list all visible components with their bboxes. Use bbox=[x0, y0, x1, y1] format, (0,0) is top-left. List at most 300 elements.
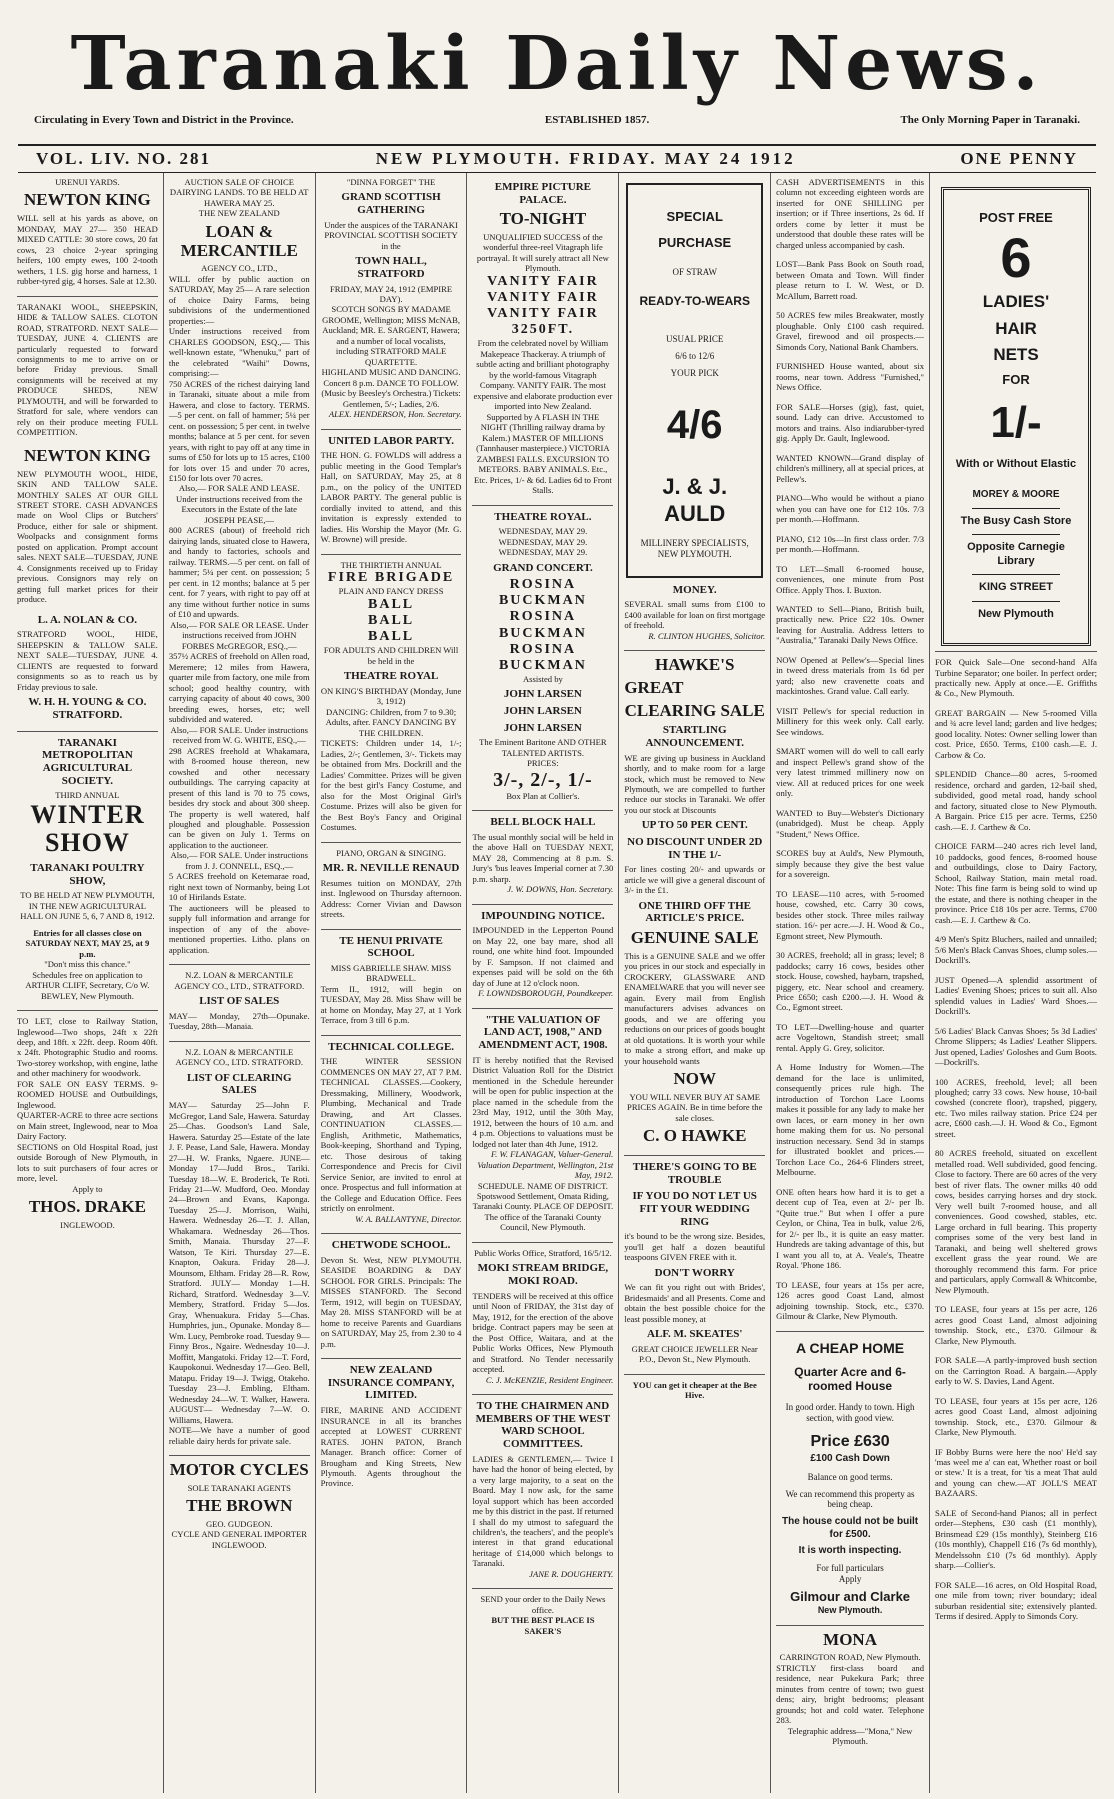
adults-children: FOR ADULTS AND CHILDREN Will be held in the bbox=[323, 645, 459, 666]
telegraphic-address: Telegraphic address—"Mona," New Plymouth. bbox=[787, 1725, 913, 1747]
ad-text: GREAT BARGAIN — New 5-roomed Villa and ¾ acre level land; garden and live hedges; good locality. Notes: Owner selling lower than cost. Price, £650. Terms, £100 cash.—E. J. Carbow & Co. bbox=[935, 707, 1097, 760]
divider bbox=[972, 508, 1060, 509]
offer-text: WILL offer by public auction on SATURDAY, May 25— A rare selection of choice Dairy Farms, being subdivisions of the undermentioned properties:— bbox=[168, 273, 310, 326]
column-5 bbox=[618, 173, 770, 1793]
of-straw: OF STRAW bbox=[672, 266, 717, 277]
money-text: SEVERAL small sums from £100 to £400 available for loan on first mortgage of freehold. bbox=[624, 599, 766, 631]
classified-lease-110 bbox=[776, 889, 924, 941]
divider bbox=[321, 1035, 462, 1036]
nolan-name: L. A. NOLAN & CO. bbox=[37, 613, 138, 626]
te-henui-principals: MISS GABRIELLE SHAW. MISS BRADWELL. bbox=[330, 962, 452, 984]
cash-ads-text: CASH ADVERTISEMENTS in this column not exceeding eighteen words are inserted for ONE SHILLING per insertion; or if Three insertions, 2s 6d. If orders come by letter it must be understood that double these rates will be charged unless accompanied by cash. bbox=[776, 177, 925, 250]
society-name: TARANAKI METROPOLITAN AGRICULTURAL SOCIETY. bbox=[41, 736, 133, 787]
nz-line: THE NEW ZEALAND bbox=[198, 208, 280, 219]
classified-80-acres bbox=[935, 1148, 1097, 1295]
ad-text: PIANO, £12 10s—In first class order. 7/3 per month.—Hoffmann. bbox=[776, 533, 925, 555]
ad-text: FOR SALE—16 acres, on Old Hospital Road, one mile from town; river boundary; ideal suburban residential site; extensively planted. Terms if desired. Apply to Simonds Cory. bbox=[935, 1579, 1097, 1622]
may-sales: MAY— Monday, 27th—Opunake. Tuesday, 28th—Manaia. bbox=[168, 1010, 310, 1032]
ballantyne-signature: W. A. BALLANTYNE, Director. bbox=[355, 1213, 462, 1224]
gilmour-location: New Plymouth. bbox=[817, 1604, 883, 1615]
show-venue: TO BE HELD AT NEW PLYMOUTH, IN THE NEW AGRICULTURAL HALL ON JUNE 5, 6, 7 AND 8, 1912. bbox=[20, 890, 155, 922]
newton-king-name: NEWTON KING bbox=[24, 190, 151, 210]
for-label: FOR bbox=[1002, 372, 1030, 388]
sections-text: SECTIONS on Old Hospital Road, just outside Borough of New Plymouth, in lots to suit purchasers of four acres or more, level. bbox=[17, 1141, 158, 1184]
cover-price: ONE PENNY bbox=[960, 149, 1078, 168]
divider bbox=[169, 964, 310, 965]
acres-800-text: 800 ACRES (about) of freehold rich dairying lands, situated close to Hawera, and handy to factories, schools and railway. TERMS.—5 per cent. on fall of hammer; 5¼ per cent. on possession; 5 per cent. in 12 months; balance at 5 per cent. for 7 years, with right to pay off at any time without further notice in sums of £10 and upwards. bbox=[168, 525, 310, 620]
cheap-home-heading: A CHEAP HOME bbox=[796, 1339, 905, 1356]
divider bbox=[321, 429, 462, 430]
concert-date: WEDNESDAY, MAY 29. bbox=[498, 536, 588, 547]
also-pease: Also,— FOR SALE AND LEASE. Under instructions received from the Executors in the Estate of the late JOSEPH PEASE,— bbox=[176, 483, 303, 525]
empire-day-date: FRIDAY, MAY 24, 1912 (EMPIRE DAY). bbox=[330, 283, 453, 304]
labor-heading: UNITED LABOR PARTY. bbox=[328, 434, 454, 447]
winter-session: THE WINTER SESSION COMMENCES ON MAY 27, AT 7 P.M. TECHNICAL CLASSES.—Cookery, Dressmaking, Millinery, Woodwork, Plumbing, Mechanical and Trade Drawing, and Art Classes. CONTINUATION CLASSES.—English, Arithmetic, Mathematics, Book-keeping, Shorthand and Typing, etc. Those desirous of taking Correspondence and Precis for Civil Service Senior, are invited to enrol at once. Prospectus and full information at the College and Education Office. Fees strictly on enrolment. bbox=[320, 1056, 462, 1214]
cycle-importer: CYCLE AND GENERAL IMPORTER INGLEWOOD. bbox=[171, 1529, 307, 1550]
mona-heading: MONA bbox=[823, 1629, 877, 1649]
scottish-gathering bbox=[321, 177, 462, 420]
classified-pellew bbox=[776, 655, 924, 697]
divider bbox=[935, 651, 1097, 652]
united-labor-party bbox=[321, 435, 462, 545]
classified-just-opened bbox=[935, 975, 1097, 1017]
plain-fancy-dress: PLAIN AND FANCY DRESS bbox=[338, 586, 444, 597]
ad-text: FOR SALE—Horses (gig), fast, quiet, sound. Lady can drive. Accustomed to motors and trains. Also indiarubber-tyred gig. Apply Dr. Gault, Inglewood. bbox=[776, 401, 925, 444]
morey-moore: MOREY & MOORE bbox=[972, 489, 1060, 500]
dinna-forget: "DINNA FORGET" THE bbox=[346, 177, 436, 187]
dateline bbox=[12, 146, 1102, 172]
ad-text: IF Bobby Burns were here the noo' He'd say 'mas weel me a' can eat, Whether roast or boil or stew.' It is a treat, for 'tis a meat That auld and young can chew.—AT JOLL'S MEAT BAZAARS. bbox=[935, 1446, 1097, 1499]
cash-down: £100 Cash Down bbox=[810, 1453, 890, 1465]
baritone-line: The Eminent Baritone AND OTHER TALENTED ARTISTS. bbox=[479, 737, 607, 758]
sole-agents: SOLE TARANAKI AGENTS bbox=[187, 1482, 291, 1493]
fire-brigade-heading: FIRE BRIGADE bbox=[327, 570, 455, 586]
nz-insurance bbox=[321, 1364, 462, 1489]
hair-nets-ad bbox=[941, 187, 1091, 646]
ball-heading: BALL bbox=[368, 596, 415, 612]
divider bbox=[321, 554, 462, 555]
agency-line: AGENCY CO., LTD., bbox=[201, 263, 278, 274]
classified-old-hospital bbox=[935, 1580, 1097, 1622]
film-length: 3250FT. bbox=[511, 322, 575, 338]
divider bbox=[472, 1588, 613, 1589]
rosina-buckman: ROSINA BUCKMAN bbox=[498, 609, 587, 641]
hair-nets-price: 1/- bbox=[990, 397, 1042, 447]
hawke-signature: C. O HAWKE bbox=[643, 1126, 747, 1146]
chetwode-heading: CHETWODE SCHOOL. bbox=[331, 1239, 451, 1252]
ad-text: 5/6 Ladies' Black Canvas Shoes; 5s 3d Ladies' Chrome Slippers; 4s Ladies' Leather Slippers. Just opened, Ladies' Goloshes and Gum Boots.—Dockrill's. bbox=[935, 1025, 1097, 1068]
vanity-fair-heading: VANITY FAIR bbox=[487, 290, 599, 305]
gilmour-clarke: Gilmour and Clarke bbox=[790, 1588, 911, 1604]
millinery-specialists: MILLINERY SPECIALISTS, NEW PLYMOUTH. bbox=[640, 537, 749, 559]
acres-298-text: 298 ACRES freehold at Whakamara, with 8-roomed house thereon, new cowshed and other necessary outbuildings. The carrying capacity at present of this land is 70 to 75 cows, besides dry stock and about 300 sheep. The property is well watered, half ploughed and ploughable. Possession can be given on July 1. Terms on application to the auctioneer. bbox=[168, 745, 310, 850]
morning-paper-tagline: The Only Morning Paper in Taranaki. bbox=[900, 114, 1080, 126]
classified-scores bbox=[776, 848, 924, 879]
clearing-sales-dates: MAY— Saturday 25—John F. McGregor, Land Sale, Hawera. Saturday 25—Chas. Goodson's Land Sale, Hawera. Saturday 25—Estate of the late J. F. Pease, Land Sale, Hawera. Monday 27—H. W. Franks, Ngaere. JUNE— Monday 17—Judd Bros., Tariki. Tuesday 18—W. E. Broderick, Te Roti. Friday 21—W. Mudford, Oeo. Monday 24—Brown and Evans, Kaponga. Tuesday 25—J. Morrison, Waihi, Hawera. Wednesday 26—T. J. Allan, Whakamara. Wednesday 26—Thos. Smith, Manaia. Thursday 27—F. Watson, Te Kiri. Thursday 27—E. Knapton, Oakura. Friday 28—J. Mounsom, Eltham. Friday 28—R. Row, Stratford. JULY— Monday 1—H. Richard, Stratford. Wednesday 3—V. Membery, Stratford. Friday 5—Jos. Gray, Whenuakura. Friday 5—Chas. Humphries, jun., Opunake. Monday 8—Wm. Lucy, Pembroke road. Tuesday 9—Finny Bros., Ngaire. Wednesday 10—J. Moffitt, Mangatoki. Friday 12—T. Ford, Kaupokonui. Wednesday 17—Geo. Bell, Matapu. Friday 19—J. Twigg, Otakeho. Tuesday 23—J. Embling, Eltham. Wednesday 24—W. T. Walker, Hawera. AUGUST— Wednesday 7—W. O. Williams, Hawera. bbox=[168, 1100, 310, 1425]
divider bbox=[17, 296, 158, 297]
list-of-sales-heading: LIST OF SALES bbox=[199, 995, 280, 1008]
john-larsen: JOHN LARSEN bbox=[503, 704, 582, 717]
ad-text: ONE often hears how hard it is to get a decent cup of Tea, even at 2/- per lb. "Quite true." But when I offer a pure Ceylon, or China, Tea in bulk, value 2/6, for 2/- per lb., it is quite an easy matter. Hundreds are taking advantage of this, but I want you all to, at A. Veale's, Theatre Royal. 'Phone 186. bbox=[776, 1186, 925, 1271]
classified-choice-farm bbox=[935, 841, 1097, 925]
money-heading: MONEY. bbox=[672, 583, 717, 596]
classified-wanted-piano bbox=[776, 604, 924, 646]
classified-burns bbox=[935, 1447, 1097, 1499]
also-connell: Also,— FOR SALE. Under instructions from J. J. CONNELL, ESQ.,— bbox=[170, 850, 308, 871]
rosina-buckman: ROSINA BUCKMAN bbox=[498, 641, 587, 673]
drake-location: INGLEWOOD. bbox=[60, 1219, 115, 1230]
highland-music: HIGHLAND MUSIC AND DANCING. Concert 8 p.m. DANCE TO FOLLOW. (Music by Beesley's Orchestra.) Tickets: Gentlemen, 5/-; Ladies, 2/6. bbox=[321, 367, 461, 409]
cash-ads-rates bbox=[776, 177, 924, 250]
moki-bridge-tender bbox=[472, 1248, 613, 1385]
clearing-sales-heading: LIST OF CLEARING SALES bbox=[186, 1071, 292, 1097]
no-discount-under: NO DISCOUNT UNDER 2D IN THE 1/- bbox=[627, 836, 763, 861]
supporting-films: Supported by A FLASH IN THE NIGHT (Thrilling railway drama by Kalem.) MASTER OF MILLIONS (Tannhauser masterpiece.) VICTORIA ZAMBESI FALLS. EXCURSION TO METEORS. BABY ANIMALS. Etc., Etc. Prices, 1/- & 6d. Ladies 6d to Front Stalls. bbox=[474, 411, 612, 496]
entries-close: Entries for all classes close on SATURDAY NEXT, MAY 25, at 9 p.m. bbox=[25, 927, 150, 959]
grand-concert-heading: GRAND CONCERT. bbox=[493, 561, 593, 574]
technical-college-heading: TECHNICAL COLLEGE. bbox=[328, 1040, 455, 1053]
hair-nets-count: 6 bbox=[1000, 225, 1032, 289]
post-free: POST FREE bbox=[979, 210, 1053, 225]
valuer-general-signature: F. W. FLANAGAN, Valuer-General. Valuation Department, Wellington, 21st May, 1912. bbox=[477, 1149, 614, 1181]
quarter-acre-heading: Quarter Acre and 6-roomed House bbox=[794, 1364, 906, 1394]
classified-50-acres bbox=[776, 310, 924, 352]
auction-heading: AUCTION SALE OF CHOICE DAIRYING LANDS. TO BE HELD AT HAWERA MAY 25. bbox=[169, 177, 309, 208]
chairmen-heading: TO THE CHAIRMEN AND MEMBERS OF THE WEST WARD SCHOOL COMMITTEES. bbox=[475, 1400, 611, 1450]
mona-boarding bbox=[776, 1631, 924, 1747]
ad-text: SALE of Second-hand Pianos; all in perfect order—Stephens, £30 cash (£1 monthly), Brinsmead £29 (15s monthly), Steinberg £16 (10s monthly), Chappell £16 (7s 6d monthly), Mendelssohn £10 (7s 6d monthly). Apply sharp.—Collier's. bbox=[935, 1507, 1097, 1571]
works-office: Public Works Office, Stratford, 16/5/12. bbox=[474, 1247, 612, 1258]
classified-turbine bbox=[935, 657, 1097, 699]
column-2 bbox=[163, 173, 315, 1793]
wool-hide-text: NEW PLYMOUTH WOOL, HIDE, SKIN AND TALLOW SALE. MONTHLY SALES AT OUR GILL STREET STORE. CASH ADVANCES made on Wool Clips or Butchers' Produce, either for sale or shipment. Woolpacks and consignment forms posted on application. Prompt account sales. NEXT SALE—TUESDAY, JUNE 4. Consignments received up to Friday previous. Consignors may rely on getting full market prices for their produce. bbox=[17, 468, 158, 605]
motor-cycles-ad bbox=[169, 1461, 310, 1550]
ad-text: 30 ACRES, freehold; all in grass; level; 8 paddocks; carry 16 cows, besides other stock. House, cowshed, haybarn, trapshed, piggery, etc. Near school and creamery. Price £650; cash £200.—J. H. Wood & Co., Egmont street. bbox=[776, 950, 925, 1013]
ad-text: FURNISHED House wanted, about six rooms, near town. Address "Furnished," News Office. bbox=[776, 361, 925, 393]
divider bbox=[17, 731, 158, 732]
usual-price-label: USUAL PRICE bbox=[666, 334, 724, 345]
lines-discount: For lines costing 20/- and upwards or article we will give a general discount of 3/- in the £1. bbox=[624, 864, 766, 896]
classified-tea bbox=[776, 1187, 924, 1271]
ad-text: TO LET—Small 6-roomed house, conveniences, one minute from Post Office. Apply Thos. I. Buxton. bbox=[776, 563, 925, 595]
buckman-concert bbox=[472, 511, 613, 802]
ad-text: TO LEASE, four years at 15s per acre, 126 acres good Coast Land, almost adjoining township. Stock, etc., £370. Gilmour & Clarke, New Plymouth. bbox=[935, 1395, 1097, 1438]
jeweller-address: GREAT CHOICE JEWELLER Near P.O., Devon St., New Plymouth. bbox=[631, 1343, 758, 1365]
theatre-royal-heading: THEATRE ROYAL bbox=[343, 670, 439, 683]
auspices: Under the auspices of the TARANAKI PROVINCIAL SCOTTISH SOCIETY in the bbox=[324, 219, 458, 251]
ad-text: WANTED to Buy—Webster's Dictionary (unabridged). Must be cheap. Apply "Student," News Office. bbox=[776, 807, 925, 839]
divider bbox=[972, 574, 1060, 575]
engineer-signature: C. J. McKENZIE, Resident Engineer. bbox=[485, 1374, 614, 1385]
ad-text: 4/9 Men's Spitz Bluchers, nailed and unnailed; 5/6 Men's Black Canvas Shoes, clump soles.—Dockrill's. bbox=[935, 934, 1097, 966]
empire-heading: EMPIRE PICTURE PALACE. bbox=[494, 181, 592, 206]
classified-lease-coast bbox=[776, 1280, 924, 1322]
ladies-label: LADIES' bbox=[982, 291, 1050, 311]
nolan-text: STRATFORD WOOL, HIDE, SHEEPSKIN & TALLOW SALE. NEXT SALE—TUESDAY, JUNE 4. CLIENTS are requested to forward consignments so as to reach us by Friday previous to sale. bbox=[17, 629, 158, 692]
king-street: KING STREET bbox=[979, 581, 1053, 594]
classified-100-acres bbox=[935, 1077, 1097, 1140]
concert-date: WEDNESDAY, MAY 29. bbox=[498, 526, 588, 537]
te-henui-school bbox=[321, 935, 462, 1026]
concert-date: WEDNESDAY, MAY 29. bbox=[498, 547, 588, 558]
usual-price-range: 6/6 to 12/6 bbox=[675, 351, 715, 362]
elastic-option: With or Without Elastic bbox=[955, 457, 1077, 470]
divider bbox=[624, 650, 765, 651]
ad-text: FOR Quick Sale—One second-hand Alfa Turbine Separator; one boiler. In perfect order; practically new. Apply at once.—E. Griffiths & Co., New Plymouth. bbox=[935, 657, 1097, 699]
divider bbox=[624, 1374, 765, 1375]
newton-king-name: NEWTON KING bbox=[24, 445, 151, 465]
theatre-royal-heading: THEATRE ROYAL. bbox=[494, 510, 592, 523]
ball-heading: BALL bbox=[368, 629, 415, 645]
carrington-road: CARRINGTON ROAD, New Plymouth. bbox=[779, 1652, 921, 1663]
schedules-info: Schedules free on application to ARTHUR CLIFF, Secretary, C/o W. BEWLEY, New Plymouth. bbox=[25, 969, 150, 1001]
auctioneers-note: The auctioneers will be pleased to supply full information and arrange for inspection of any of the above-mentioned properties. Litho. plans on application. bbox=[168, 902, 310, 955]
acres-750-text: 750 ACRES of the richest dairying land in Taranaki, situate about a mile from Hawera, and close to factory. TERMS.—5 per cent. on fall of hammer; 5¼ per cent. on possession; 5 per cent. in twelve months; balance at 5 per cent. for seven years, with right to pay off at any time in sums of £50 for lots up to 15 acres, £100 for lots over 15 and under 70 acres, £150 for lots over 70 acres. bbox=[168, 378, 310, 483]
masthead-subline bbox=[12, 110, 1102, 126]
divider bbox=[624, 1155, 765, 1156]
divider bbox=[472, 1242, 613, 1243]
discount-upto: UP TO 50 PER CENT. bbox=[641, 819, 748, 832]
built-text: The house could not be built for £500. bbox=[782, 1516, 919, 1540]
ball-heading: BALL bbox=[368, 612, 415, 628]
classified-horses bbox=[776, 402, 924, 444]
grand-scottish-heading: GRAND SCOTTISH GATHERING bbox=[341, 191, 441, 217]
classified-lease-126 bbox=[935, 1304, 1097, 1346]
bell-block-heading: BELL BLOCK HALL bbox=[490, 816, 596, 829]
kings-birthday: ON KING'S BIRTHDAY (Monday, June 3, 1912) bbox=[320, 685, 462, 707]
divider bbox=[776, 1331, 924, 1332]
vanity-fair-heading: VANITY FAIR bbox=[487, 306, 599, 322]
send-order bbox=[472, 1594, 613, 1636]
column-4 bbox=[466, 173, 618, 1793]
renaud-text: Resumes tuition on MONDAY, 27th inst. Inglewood on Thursday afternoon. Address: Corner Vivian and Dawson streets. bbox=[320, 877, 462, 920]
column-1 bbox=[12, 173, 163, 1793]
list-of-sales bbox=[169, 970, 310, 1032]
divider bbox=[472, 810, 613, 811]
cheaper-text: YOU can get it cheaper at the Bee Hive. bbox=[632, 1379, 757, 1401]
newspaper-title: Taranaki Daily News. bbox=[70, 21, 1044, 107]
divider bbox=[472, 505, 613, 506]
genuine-sale-heading: GENUINE SALE bbox=[630, 928, 759, 948]
technical-college bbox=[321, 1041, 462, 1224]
hair-label: HAIR bbox=[995, 318, 1037, 338]
wool-sales-text: TARANAKI WOOL, SHEEPSKIN, HIDE & TALLOW SALES. CLOTON ROAD, STRATFORD. NEXT SALE—TUESDAY, JUNE 4. CLIENTS are particularly requested to forward consignments to me to arrive on or before Friday previous. Small consignments will be received at my PRODUCE SHEDS, NEW PLYMOUTH, and will be forwarded to Stratford for sale, where vendors can rely on their produce meeting FULL COMPETITION. bbox=[17, 301, 158, 438]
te-henui-heading: TE HENUI PRIVATE SCHOOL bbox=[339, 934, 443, 960]
circulation-tagline: Circulating in Every Town and District in the Province. bbox=[34, 114, 294, 126]
valuation-schedule: SCHEDULE. NAME OF DISTRICT. Spotswood Settlement, Omata Riding, Taranaki County. PLACE OF DEPOSIT. The office of the Taranaki County Council, New Plymouth. bbox=[472, 1180, 614, 1233]
renaud-tuition bbox=[321, 848, 462, 920]
classified-webster bbox=[776, 808, 924, 839]
purchase-label: PURCHASE bbox=[658, 234, 732, 250]
town-hall-heading: TOWN HALL, STRATFORD bbox=[355, 255, 427, 280]
busy-cash-store: The Busy Cash Store bbox=[960, 515, 1072, 527]
divider bbox=[321, 1358, 462, 1359]
dont-miss: "Don't miss this chance." bbox=[44, 959, 131, 970]
classified-home-industry bbox=[776, 1062, 924, 1177]
ad-text: WANTED KNOWN—Grand display of children's millinery, all at special prices, at Pellew's. bbox=[776, 452, 925, 484]
valuation-heading: "THE VALUATION OF LAND ACT, 1908," AND AMENDMENT ACT, 1908. bbox=[478, 1013, 608, 1052]
shop-location: New Plymouth bbox=[978, 607, 1054, 620]
nolan-notice bbox=[17, 614, 158, 722]
money-notice bbox=[624, 584, 765, 642]
fit-text: We can fit you right out with Brides', Bridesmaids' and all Presents. Come and obtain the best possible choice for the least possible money, at bbox=[624, 1282, 766, 1324]
hughes-signature: R. CLINTON HUGHES, Solicitor. bbox=[648, 630, 766, 641]
auld-name: J. & J. AULD bbox=[662, 474, 728, 526]
dairy-herds-note: NOTE—We have a number of good reliable dairy herds for private sale. bbox=[168, 1425, 310, 1446]
classified-to-let bbox=[776, 564, 924, 595]
assisted-by: Assisted by bbox=[522, 673, 563, 684]
one-third-off: ONE THIRD OFF THE ARTICLE'S PRICE. bbox=[638, 899, 752, 925]
also-mcgregor: Also,— FOR SALE OR LEASE. Under instructions received from JOHN FORBES McGREGOR, ESQ.,— bbox=[170, 619, 309, 651]
divider bbox=[169, 1041, 310, 1042]
renaud-name: MR. R. NEVILLE RENAUD bbox=[322, 862, 460, 875]
goodson-text: Under instructions received from CHARLES GOODSON, ESQ.,— This well-known estate, "Whenuku," part of the celebrated "Waihi" Downs, comprising:— bbox=[168, 326, 310, 379]
classified-furnished bbox=[776, 361, 924, 392]
newton-king-wool-sale bbox=[17, 447, 158, 605]
ad-text: SMART women will do well to call early and inspect Pellew's grand show of the very latest trimmed millinery now on view. All at reduced prices for one week only. bbox=[776, 746, 925, 799]
moki-heading: MOKI STREAM BRIDGE, MOKI ROAD. bbox=[477, 1262, 609, 1288]
rosina-buckman: ROSINA BUCKMAN bbox=[498, 577, 587, 609]
fowlds-meeting: THE HON. G. FOWLDS will address a public meeting in the Good Templar's Hall, on SATURDAY, May 25, at 8 p.m., on the policy of the UNITED LABOR PARTY. The general public is cordially invited to attend, and this invitation is expressly extended to ladies. His Worship the Mayor (Mr. G. W. Browne) will preside. bbox=[320, 450, 462, 545]
ad-text: CHOICE FARM—240 acres rich level land, 10 paddocks, good fences, 8-roomed house and outbuildings, close to Dairy Factory, School, Railway Station, main metal road. Note: This fine farm is being sold to wind up the estate, and there is nothing cheaper in the province. Price £18 10s per acre. Terms, £700 cash.—E. J. Carthew & Co. bbox=[935, 841, 1097, 925]
ad-text: WANTED to Sell—Piano, British built, practically new. Price £22 10s. Owner leaving for Australia. Address letters to "Australia," Taranaki Daily News Office. bbox=[776, 603, 925, 646]
election-address: LADIES & GENTLEMEN,— Twice I have had the honor of being elected, by a very large majority, to a seat on the Board. May I now ask, for the same loyal support which has been accorded me by this district in the past. If returned I shall do my utmost to safeguard the children's, the teachers', and the people's interest in that grand educational heritage of £14,000 which belongs to Taranaki. bbox=[472, 1453, 614, 1569]
worth-inspecting: It is worth inspecting. bbox=[798, 1544, 902, 1556]
classified-splendid bbox=[935, 769, 1097, 832]
crockery-text: This is a GENUINE SALE and we offer you prices in our stock and especially in CROCKERY, GLASSWARE AND ENAMELWARE that you will never see again. Every mail from English manufacturers advises advances on goods, and we are offering you reductions on our prices of goods bought at old quotations. It is worth your while to make a strong effort, and make up your household wants bbox=[624, 950, 766, 1066]
apply-text: Apply bbox=[838, 1573, 862, 1584]
divider bbox=[472, 904, 613, 905]
skeates-name: ALF. M. SKEATES' bbox=[647, 1328, 743, 1341]
clearing-sales-list bbox=[169, 1047, 310, 1446]
classified-lost bbox=[776, 259, 924, 301]
divider bbox=[776, 1625, 924, 1626]
divider bbox=[472, 1394, 613, 1395]
ad-text: PIANO—Who would be without a piano when you can have one for £12 10s. 7/3 per month.—Hoffmann. bbox=[776, 493, 925, 525]
classified-dwelling bbox=[776, 1022, 924, 1053]
nets-label: NETS bbox=[993, 345, 1039, 365]
impounding-heading: IMPOUNDING NOTICE. bbox=[481, 909, 605, 922]
ad-text: 100 ACRES, freehold, level; all been ploughed; carry 33 cows. New house, 10-bail cowshed (concrete floor), trapshed, piggery, etc. Two miles railway station. Price £24 per acre, £600 cash.—J. H. Wood & Co., Egmont street. bbox=[935, 1076, 1097, 1139]
your-pick: YOUR PICK bbox=[670, 368, 719, 379]
send-order-text: SEND your order to the Daily News office. bbox=[480, 1594, 606, 1615]
ad-text: 50 ACRES few miles Breakwater, mostly ploughable. Only £100 cash required. Gravel, firewood and oil prospects.—Simonds Cory, National Bank Chambers. bbox=[776, 310, 925, 352]
never-buy: YOU WILL NEVER BUY AT SAME PRICES AGAIN. Be in time before the sale closes. bbox=[627, 1091, 763, 1123]
also-white: Also,— FOR SALE. Under instructions received from W. G. WHITE, ESQ.,— bbox=[170, 724, 308, 746]
masthead bbox=[12, 0, 1102, 138]
column-7 bbox=[929, 173, 1102, 1793]
cheap-home-ad bbox=[776, 1340, 924, 1616]
west-ward-election bbox=[472, 1400, 613, 1579]
classified-bush bbox=[935, 1355, 1097, 1386]
opposite-library: Opposite Carnegie Library bbox=[967, 541, 1065, 567]
ad-text: A Home Industry for Women.—The demand for the lace is unlimited, consequently prices rule high. The introduction of Torchon Lace Looms makes it possible for any lady to make her own laces, or earn money in her own home making them for us. No personal instruction necessary. Send 3d in stamps for illustrated booklet and prices.—Torchon Lace Co., 264-6 Flinders street, Melbourne. bbox=[776, 1062, 925, 1178]
giving-up-text: WE are giving up business in Auckland shortly, and to make room for a large stock, which must be removed to New Plymouth, we are compelled to further reduce our stocks in Taranaki. We offer you our stock at Discounts bbox=[624, 752, 766, 815]
bee-hive-note bbox=[624, 1380, 765, 1401]
to-let-text: TO LET, close to Railway Station, Inglewood—Two shops, 24ft x 22ft deep, and 18ft. x 22ft. deep. Room 40ft. x 24ft. Photographic Studio and rooms. Two-storey workshop, with engine, lathe and other machinery for woodwork. bbox=[17, 1016, 158, 1079]
particulars-text: For full particulars bbox=[816, 1563, 884, 1573]
acres-5-text: 5 ACRES freehold on Ketemarae road, right next town of Normanby, being Lot 10 of Hirilands Estate. bbox=[168, 871, 310, 903]
good-order: In good order. Handy to town. High section, with good view. bbox=[785, 1401, 915, 1423]
easy-terms-text: FOR SALE ON EASY TERMS. 9-ROOMED HOUSE and Outbuildings, Inglewood. bbox=[17, 1078, 158, 1110]
nzloan-heading-2: N.Z. LOAN & MERCANTILE AGENCY CO., LTD. STRATFORD. bbox=[175, 1046, 304, 1068]
thirtieth-annual: THE THIRTIETH ANNUAL bbox=[340, 559, 442, 570]
established-line: ESTABLISHED 1857. bbox=[544, 114, 650, 126]
classified-bargain bbox=[935, 708, 1097, 760]
balance-terms: Balance on good terms. bbox=[807, 1471, 893, 1482]
recommend-text: We can recommend this property as being cheap. bbox=[785, 1488, 915, 1510]
ad-text: TO LEASE, four years at 15s per acre, 126 acres good Coast Land, almost adjoining township. Stock, etc., £370. Gilmour & Clarke, New Plymouth. bbox=[776, 1279, 925, 1322]
divider bbox=[472, 1008, 613, 1009]
apply-to: Apply to bbox=[72, 1183, 103, 1194]
winter-show-notice bbox=[17, 737, 158, 1001]
columns bbox=[12, 173, 1102, 1793]
drake-properties bbox=[17, 1016, 158, 1230]
prices-label: PRICES: bbox=[527, 758, 559, 769]
divider bbox=[972, 601, 1060, 602]
impounded-text: IMPOUNDED in the Lepperton Pound on May 22, one bay mare, shod all round, one white hind foot. Impounded by F. Sampson. If not claimed and expenses paid will be sold on the 6th day of June at 12 o'clock noon. bbox=[472, 925, 614, 988]
divider bbox=[972, 534, 1060, 535]
sale-price: 4/6 bbox=[666, 403, 723, 448]
ready-to-wears: READY-TO-WEARS bbox=[639, 293, 750, 308]
bell-block-social bbox=[472, 816, 613, 895]
ad-text: TO LET—Dwelling-house and quarter acre Vogeltown, Standish street; small rental. Apply G. Grey, solicitor. bbox=[776, 1021, 925, 1053]
classified-wanted-known bbox=[776, 453, 924, 484]
nzloan-heading: N.Z. LOAN & MERCANTILE AGENCY CO., LTD., STRATFORD. bbox=[174, 970, 305, 991]
vanity-fair-description: From the celebrated novel by William Makepeace Thackeray. A triumph of subtle acting and brilliant photography by the world-famous Vitagraph Company. VANITY FAIR. The most expensive and elaborate production ever imported into New Zealand. bbox=[473, 338, 613, 412]
drake-name: THOS. DRAKE bbox=[28, 1197, 146, 1217]
great-heading: GREAT bbox=[624, 677, 684, 697]
divider bbox=[169, 1455, 310, 1456]
motor-cycles-heading: MOTOR CYCLES bbox=[169, 1460, 309, 1480]
divider bbox=[17, 1010, 158, 1011]
dont-worry-heading: DON'T WORRY bbox=[654, 1266, 735, 1279]
ball-tickets: TICKETS: Children under 14, 1/-; Ladies, 2/-; Gentlemen, 3/-. Tickets may be obtained from Mrs. Dockrill and the Ladies' Committee. Prizes will be given for the best girl's Fancy Costume, and also for the Most Original Girl's Costume. Prizes will also be given for the Best Boy's Fancy and Original Costumes. bbox=[320, 738, 462, 833]
fire-brigade-ball bbox=[321, 560, 462, 833]
hawkes-heading: HAWKE'S bbox=[655, 655, 735, 675]
trouble-heading: THERE'S GOING TO BE TROUBLE bbox=[632, 1160, 757, 1186]
clearing-sale-heading: CLEARING SALE bbox=[624, 700, 765, 720]
classified-lease-2 bbox=[935, 1396, 1097, 1438]
dougherty-signature: JANE R. DOUGHERTY. bbox=[529, 1568, 614, 1579]
ad-text: TO LEASE, four years at 15s per acre, 126 acres good Coast Land, almost adjoining township. Stock, etc., £370. Gilmour & Clarke, New Plymouth. bbox=[935, 1304, 1097, 1346]
auld-straw-hats-ad bbox=[626, 183, 763, 578]
ad-text: VISIT Pellew's for special reduction in Millinery for this week only. Call early. See windows. bbox=[776, 705, 925, 737]
special-label: SPECIAL bbox=[666, 209, 723, 224]
ad-text: SCORES buy at Auld's, New Plymouth, simply because they give the best value for a sovereign. bbox=[776, 848, 925, 880]
concert-prices: 3/-, 2/-, 1/- bbox=[493, 768, 593, 791]
quarter-acre-text: QUARTER-ACRE to three acre sections on Main street, Inglewood, near to Moa Dairy Factory. bbox=[17, 1110, 158, 1142]
bound-text: it's bound to be the wrong size. Besides, you'll get half a dozen beautiful teaspoons GIVEN FREE with it. bbox=[624, 1231, 766, 1263]
third-annual: THIRD ANNUAL bbox=[55, 790, 120, 801]
column-6 bbox=[770, 173, 929, 1793]
divider bbox=[321, 929, 462, 930]
box-plan: Box Plan at Collier's. bbox=[506, 790, 580, 801]
young-name: W. H. H. YOUNG & CO. STRATFORD. bbox=[28, 696, 147, 722]
sakers-line: BUT THE BEST PLACE IS SAKER'S bbox=[491, 1615, 595, 1636]
tenders-text: TENDERS will be received at this office until Noon of FRIDAY, the 31st day of May, 1912, for the erection of the above bridge. Contract papers may be seen at the Post Office, Waitara, and at the Public Works Offices, New Plymouth and Stratford. No Tender necessarily accepted. bbox=[472, 1290, 614, 1375]
unqualified-success: UNQUALIFIED SUCCESS of the wonderful three-reel Vitagraph life portrayal. It will surely attract all New Plymouth. bbox=[476, 231, 609, 274]
te-henui-term: Term II., 1912, will begin on TUESDAY, May 28. Miss Shaw will be at home on Monday, May 27, at 1 York Terrace, from 3 till 6 p.m. bbox=[320, 983, 462, 1026]
ad-text: LOST—Bank Pass Book on South road, between Omata and Town. Will finder please return to I. W. West, or D. McAllum, Barrett road. bbox=[776, 259, 925, 301]
mona-text: STRICTLY first-class board and residence, near Pukekura Park; three minutes from centre of town; two guest dens; airy, bright bedrooms; pleasant grounds; hot and cold water. Telephone 283. bbox=[776, 1662, 925, 1726]
scotch-songs: SCOTCH SONGS BY MADAME GROOME, Wellington; MISS McNAB, Auckland; MR. E. SARGENT, Hawera; and a number of local vocalists, including STRATFORD MALE QUARTETTE. bbox=[322, 304, 460, 367]
classified-pianos bbox=[935, 1508, 1097, 1571]
valuation-text: IT is hereby notified that the Revised District Valuation Roll for the District mentioned in the Schedule hereunder will be open for public inspection at the place named in the schedule from the 23rd May, 1912, until the 30th May, 1912, between the hours of 10 a.m. and 4 p.m. Objections to valuations must be lodged not later than 4th June, 1912. bbox=[472, 1054, 614, 1149]
classified-smart bbox=[776, 746, 924, 798]
divider bbox=[321, 1233, 462, 1234]
ad-text: TO LEASE—110 acres, with 5-roomed house, cowshed, etc. Carry 30 cows, besides other stock. Three miles railway station. 16/- per acre.—J. H. Wood & Co., Egmont street, New Plymouth. bbox=[776, 888, 925, 941]
